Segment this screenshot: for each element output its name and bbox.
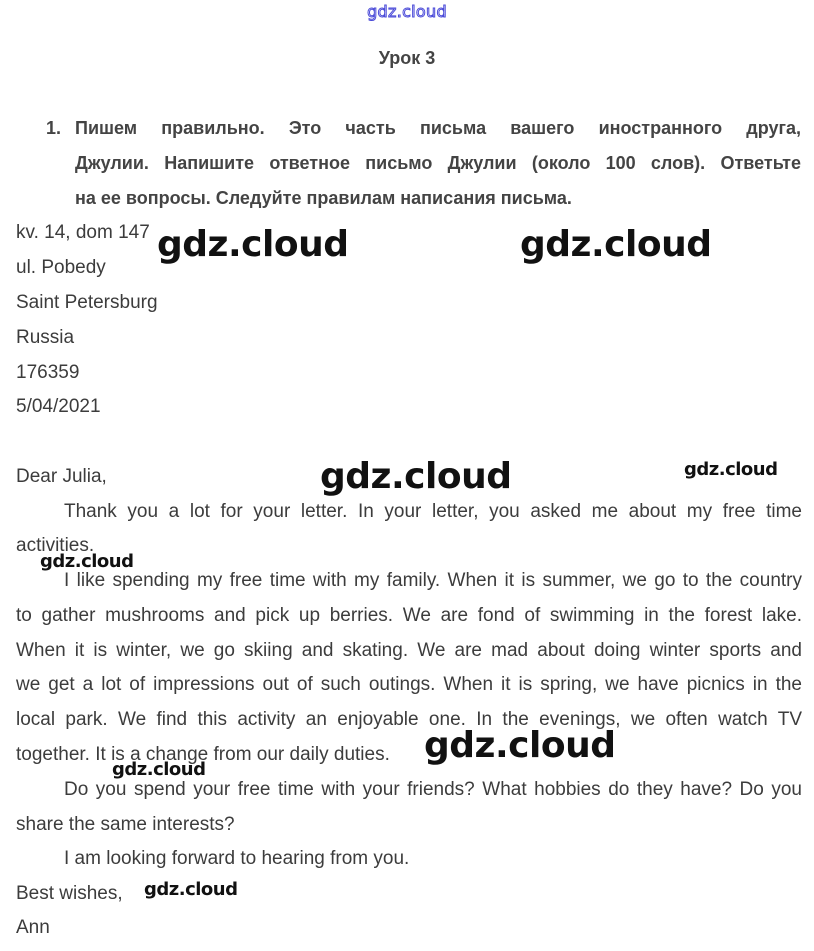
watermark-stamp: gdz.cloud	[144, 879, 238, 900]
letter-line: When it is winter, we go skiing and skating. We are mad about doing winter sports and	[16, 640, 802, 661]
letter-line: Do you spend your free time with your friends? What hobbies do they have? Do you	[64, 779, 802, 800]
letter-line: local park. We find this activity an enjoyable one. In the evenings, we often watch TV	[16, 709, 802, 730]
address-line: kv. 14, dom 147	[16, 222, 150, 243]
watermark-stamp: gdz.cloud	[520, 224, 712, 265]
letter-line: Thank you a lot for your letter. In your letter, you asked me about my free time	[64, 501, 802, 522]
watermark-stamp: gdz.cloud	[320, 456, 512, 497]
letter-line: activities.	[16, 535, 95, 556]
letter-line: I am looking forward to hearing from you.	[64, 848, 410, 869]
watermark-stamp: gdz.cloud	[40, 551, 134, 572]
letter-closing: Best wishes,	[16, 883, 123, 904]
address-line: ul. Pobedy	[16, 257, 106, 278]
letter-date: 5/04/2021	[16, 396, 101, 417]
address-line: Russia	[16, 327, 75, 348]
letter-line: share the same interests?	[16, 814, 235, 835]
watermark-stamp: gdz.cloud	[424, 725, 616, 766]
task-number: 1.	[46, 118, 62, 138]
letter-greeting: Dear Julia,	[16, 466, 107, 487]
letter-line: together. It is a change from our daily duties.	[16, 744, 390, 765]
letter-line: we get a lot of impressions out of such outings. When it is spring, we have picnics in the	[16, 674, 802, 695]
task-text-line-3: на ее вопросы. Следуйте правилам написания письма.	[75, 188, 572, 208]
address-line: 176359	[16, 362, 80, 383]
task-text-line-1: Пишем правильно. Это часть письма вашего иностранного друга,	[75, 118, 801, 138]
lesson-title: Урок 3	[378, 48, 436, 68]
watermark-stamp: gdz.cloud	[157, 224, 349, 265]
watermark-stamp: gdz.cloud	[112, 759, 206, 780]
letter-line: I like spending my free time with my family. When it is summer, we go to the country	[64, 570, 802, 591]
letter-signature: Ann	[16, 917, 50, 938]
letter-line: to gather mushrooms and pick up berries. We are fond of swimming in the forest lake.	[16, 605, 802, 626]
address-line: Saint Petersburg	[16, 292, 158, 313]
watermark-stamp: gdz.cloud	[684, 459, 778, 480]
site-watermark-top: gdz.cloud	[367, 2, 447, 21]
task-text-line-2: Джулии. Напишите ответное письмо Джулии (около 100 слов). Ответьте	[75, 153, 801, 173]
